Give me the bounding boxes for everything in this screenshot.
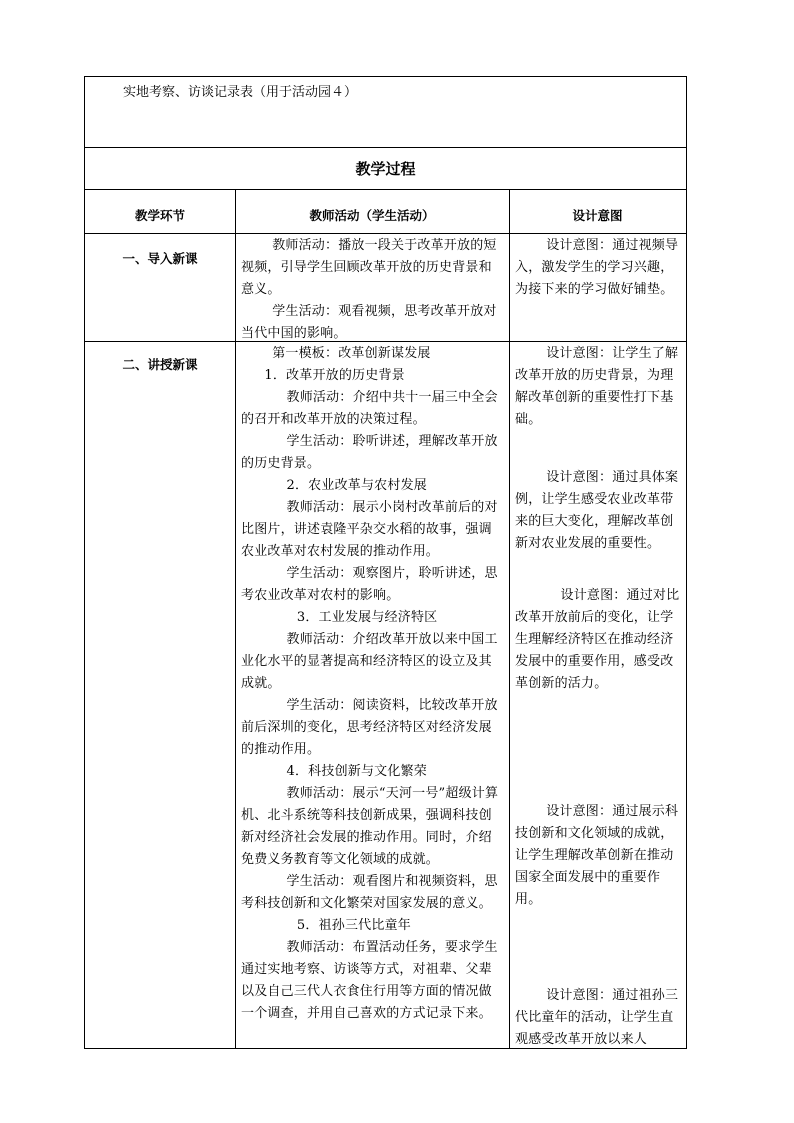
student-paragraph: 学生活动：阅读资料，比较改革开放前后深圳的变化，思考经济特区对经济发展的推动作用。 bbox=[241, 698, 498, 757]
design-cell-background bbox=[515, 343, 681, 431]
student-paragraph: 学生活动：观看视频，思考改革开放对当代中国的影响。 bbox=[241, 304, 497, 341]
design-cell-intro bbox=[515, 235, 681, 301]
lesson-table bbox=[84, 76, 687, 1049]
design-cell-technology bbox=[515, 801, 681, 911]
table-divider bbox=[85, 233, 686, 234]
module-title: 第一模板：改革创新谋发展 bbox=[272, 346, 431, 361]
column-divider bbox=[235, 189, 236, 1048]
table-divider bbox=[85, 147, 686, 148]
design-paragraph: 设计意图：通过具体案例，让学生感受农业改革带来的巨大变化，理解改革创新对农业发展的重要性。 bbox=[515, 470, 679, 551]
student-paragraph: 学生活动：观察图片，聆听讲述，思考农业改革对农村的影响。 bbox=[241, 566, 498, 603]
teacher-paragraph: 教师活动：布置活动任务，要求学生通过实地考察、访谈等方式，对祖辈、父辈以及自己三代人衣食住行用等方面的情况做一个调查，并用自己喜欢的方式记录下来。 bbox=[241, 940, 498, 1021]
teacher-paragraph: 教师活动：展示“天河一号”超级计算机、北斗系统等科技创新成果，强调科技创新对经济社会发展的推动作用。同时，介绍免费义务教育等文化领域的成就。 bbox=[241, 786, 499, 867]
topic-heading: 5．祖孙三代比童年 bbox=[296, 918, 411, 933]
header-teacher-activity: 教师活动（学生活动） bbox=[309, 208, 435, 223]
teacher-paragraph: 教师活动：介绍中共十一届三中全会的召开和改革开放的决策过程。 bbox=[241, 390, 498, 427]
design-paragraph: 设计意图：通过视频导入，激发学生的学习兴趣，为接下来的学习做好铺垫。 bbox=[515, 238, 679, 297]
column-divider bbox=[509, 189, 510, 1048]
design-paragraph: 设计意图：通过展示科技创新和文化领域的成就，让学生理解改革创新在推动国家全面发展中的重要作用。 bbox=[515, 804, 679, 907]
topic-heading: 3．工业发展与经济特区 bbox=[296, 610, 438, 625]
teacher-paragraph: 教师活动：介绍改革开放以来中国工业化水平的显著提高和经济特区的设立及其成就。 bbox=[241, 632, 498, 691]
record-form-note: 实地考察、访谈记录表（用于活动园４） bbox=[123, 85, 358, 100]
topic-heading: 2．农业改革与农村发展 bbox=[286, 478, 427, 493]
student-paragraph: 学生活动：聆听讲述，理解改革开放的历史背景。 bbox=[241, 434, 498, 471]
section-title: 教学过程 bbox=[355, 160, 416, 178]
design-paragraph: 设计意图：让学生了解改革开放的历史背景，为理解改革创新的重要性打下基础。 bbox=[515, 346, 679, 427]
topic-heading: 1．改革开放的历史背景 bbox=[264, 368, 405, 383]
design-paragraph: 设计意图：通过祖孙三代比童年的活动，让学生直观感受改革开放以来人 bbox=[515, 988, 679, 1047]
table-divider bbox=[85, 189, 686, 190]
teacher-cell-intro bbox=[241, 235, 503, 345]
stage-intro: 一、导入新课 bbox=[122, 251, 198, 266]
stage-teaching: 二、讲授新课 bbox=[122, 357, 198, 372]
header-stage: 教学环节 bbox=[134, 208, 185, 223]
teacher-cell-teaching bbox=[241, 343, 503, 1025]
teacher-paragraph: 教师活动：播放一段关于改革开放的短视频，引导学生回顾改革开放的历史背景和意义。 bbox=[241, 238, 497, 297]
design-paragraph: 设计意图：通过对比改革开放前后的变化，让学生理解经济特区在推动经济发展中的重要作用，感受改革创新的活力。 bbox=[515, 588, 680, 691]
teacher-paragraph: 教师活动：展示小岗村改革前后的对比图片，讲述袁隆平杂交水稻的故事，强调农业改革对农村发展的推动作用。 bbox=[241, 500, 498, 559]
design-cell-childhood bbox=[515, 985, 681, 1051]
topic-heading: 4．科技创新与文化繁荣 bbox=[286, 764, 427, 779]
header-design-intent: 设计意图 bbox=[572, 208, 623, 223]
design-cell-industry bbox=[515, 585, 681, 695]
student-paragraph: 学生活动：观看图片和视频资料，思考科技创新和文化繁荣对国家发展的意义。 bbox=[241, 874, 498, 911]
design-cell-agriculture bbox=[515, 467, 681, 555]
